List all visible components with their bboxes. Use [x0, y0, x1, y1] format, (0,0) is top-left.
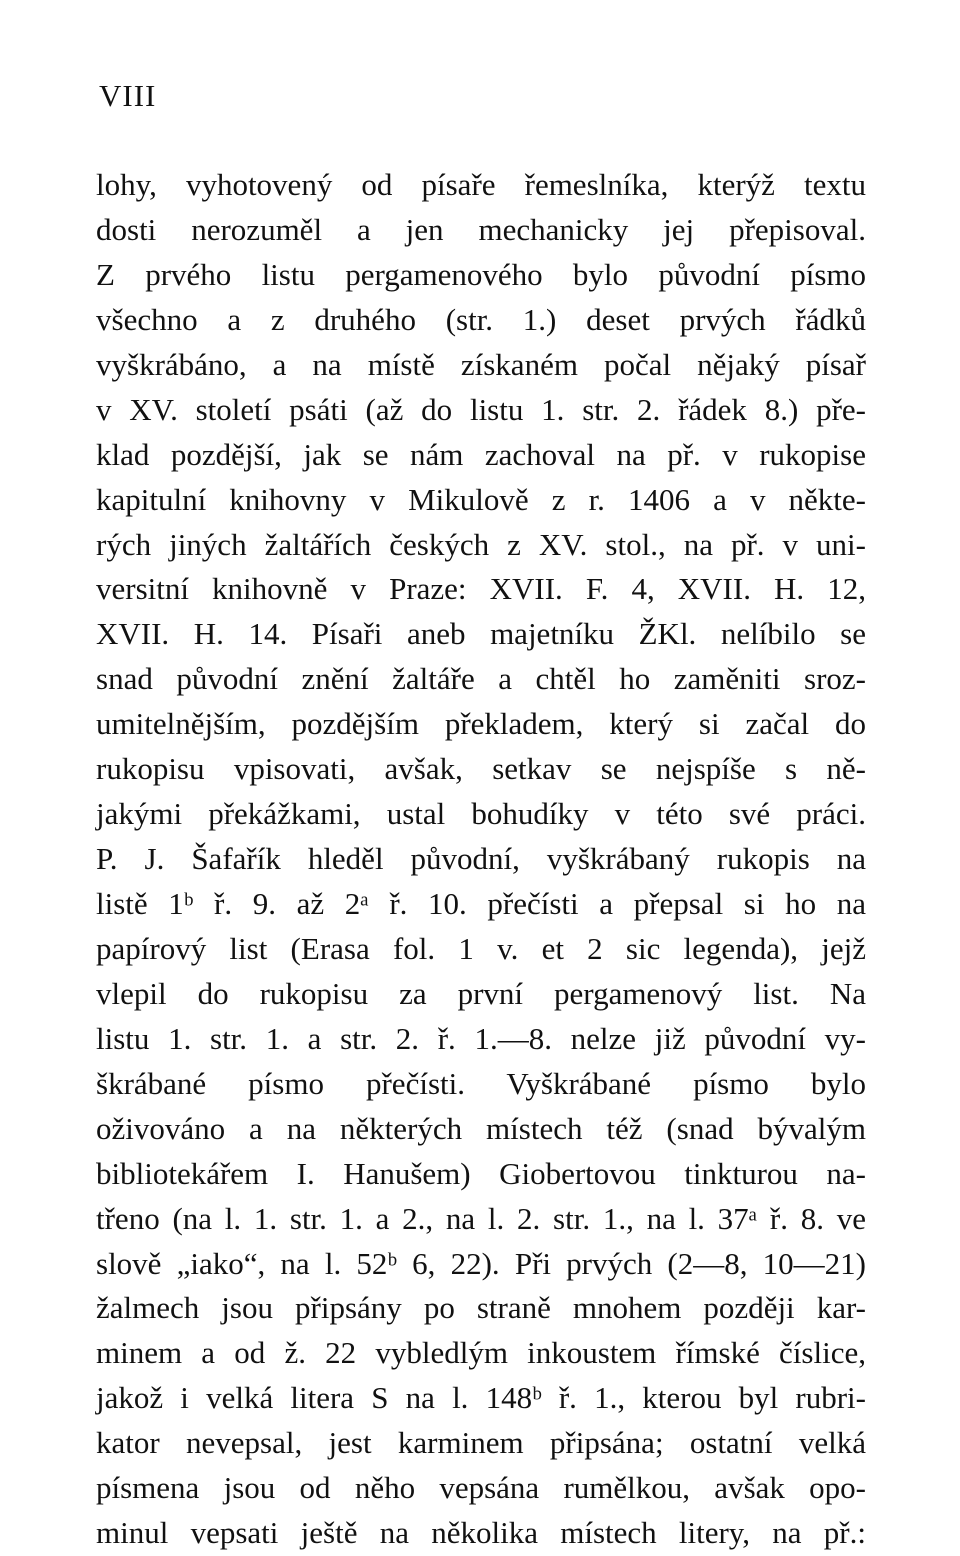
- text-line-12: snad původní znění žaltáře a chtěl ho zaměniti sroz-: [96, 661, 866, 697]
- text-line-5: vyškrábáno, a na místě získaném počal nějaký písař: [96, 346, 866, 382]
- text-line-11: XVII. H. 14. Písaři aneb majetníku ŽKl. nelíbilo se: [96, 616, 866, 652]
- text-line-22: oživováno a na některých místech též (snad bývalým: [96, 1110, 866, 1146]
- text-line-13: umitelnějším, pozdějším překladem, který si začal do: [96, 706, 866, 742]
- text-line-21: škrábané písmo přečísti. Vyškrábané písmo bylo: [96, 1065, 866, 1101]
- text-line-23: bibliotekářem I. Hanušem) Giobertovou tinkturou na-: [96, 1155, 866, 1191]
- text-line-3: Z prvého listu pergamenového bylo původní písmo: [96, 256, 866, 292]
- text-line-17: listě 1ᵇ ř. 9. až 2ᵃ ř. 10. přečísti a přepsal si ho na: [96, 886, 866, 921]
- text-line-18: papírový list (Erasa fol. 1 v. et 2 sic legenda), jejž: [96, 930, 866, 966]
- text-line-30: písmena jsou od něho vepsána rumělkou, avšak opo-: [96, 1470, 866, 1506]
- text-line-19: vlepil do rukopisu za první pergamenový list. Na: [96, 975, 866, 1011]
- text-line-27: minem a od ž. 22 vybledlým inkoustem římské číslice,: [96, 1335, 866, 1371]
- text-line-10: versitní knihovně v Praze: XVII. F. 4, XVII. H. 12,: [96, 571, 866, 607]
- text-line-8: kapitulní knihovny v Mikulově z r. 1406 a v někte-: [96, 481, 866, 517]
- text-line-4: všechno a z druhého (str. 1.) deset prvých řádků: [96, 301, 866, 337]
- text-line-9: rých jiných žaltářích českých z XV. stol., na př. v uni-: [96, 526, 866, 562]
- text-line-14: rukopisu vpisovati, avšak, setkav se nejspíše s ně-: [96, 751, 866, 787]
- text-line-1: lohy, vyhotovený od písaře řemeslníka, kterýž textu: [96, 167, 866, 202]
- text-line-25: slově „iako“, na l. 52ᵇ 6, 22). Při prvých (2—8, 10—21): [96, 1245, 866, 1281]
- text-line-6: v XV. století psáti (až do listu 1. str. 2. řádek 8.) pře-: [96, 391, 866, 427]
- text-line-29: kator nevepsal, jest karminem připsána; ostatní velká: [96, 1425, 866, 1461]
- page-number: VIII: [99, 78, 157, 113]
- body-text: [96, 163, 866, 1556]
- text-line-15: jakými překážkami, ustal bohudíky v této své práci.: [96, 796, 866, 832]
- text-line-28: jakož i velká litera S na l. 148ᵇ ř. 1., kterou byl rubri-: [96, 1380, 866, 1416]
- text-line-24: třeno (na l. 1. str. 1. a 2., na l. 2. str. 1., na l. 37ᵃ ř. 8. ve: [96, 1200, 866, 1236]
- text-line-16: P. J. Šafařík hleděl původní, vyškrábaný rukopis na: [96, 841, 866, 877]
- text-line-7: klad pozdější, jak se nám zachoval na př. v rukopise: [96, 436, 866, 472]
- text-line-31: minul vepsati ještě na několika místech litery, na př.:: [96, 1515, 866, 1551]
- text-line-2: dosti nerozuměl a jen mechanicky jej přepisoval.: [96, 211, 866, 247]
- text-line-20: listu 1. str. 1. a str. 2. ř. 1.—8. nelze již původní vy-: [96, 1020, 866, 1056]
- text-line-26: žalmech jsou připsány po straně mnohem později kar-: [96, 1290, 866, 1326]
